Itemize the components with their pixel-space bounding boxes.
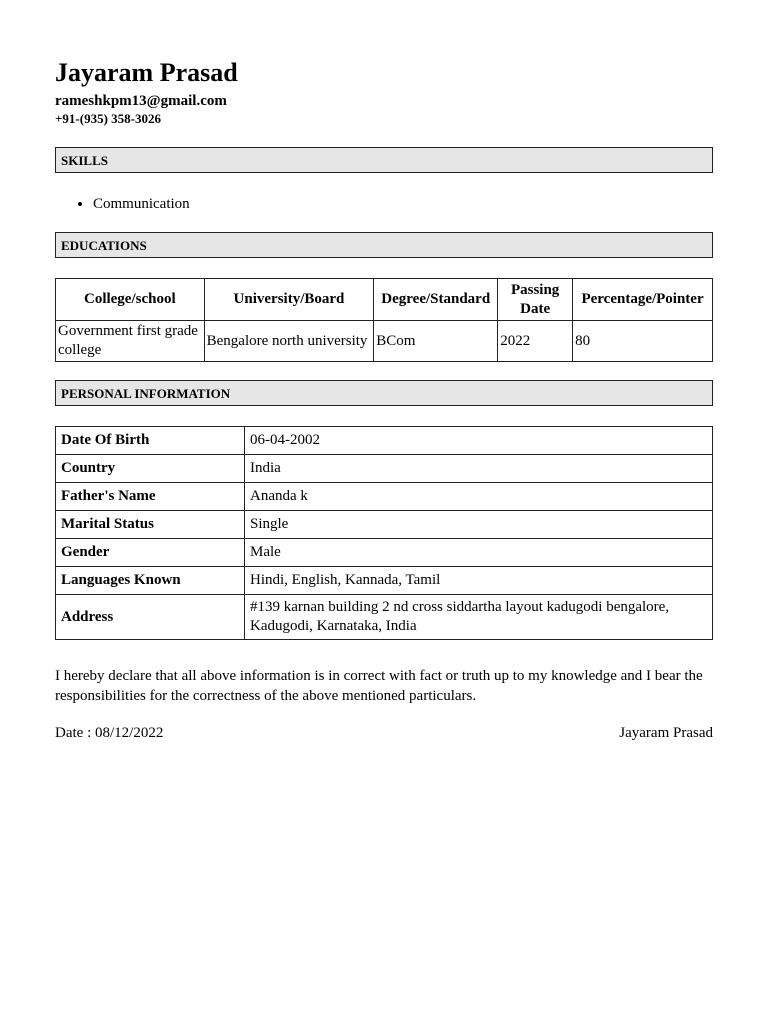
table-row bbox=[56, 539, 713, 567]
field-label: Father's Name bbox=[56, 483, 245, 511]
declaration-text: I hereby declare that all above information is in correct with fact or truth up to my knowledge and I bear the responsibilities for the correctness of the above mentioned particulars. bbox=[55, 668, 703, 704]
skills-list bbox=[81, 194, 190, 214]
education-section-header: EDUCATIONS bbox=[55, 232, 713, 258]
column-header: Passing Date bbox=[498, 279, 573, 321]
table-cell: BCom bbox=[374, 321, 498, 362]
field-label: Marital Status bbox=[56, 511, 245, 539]
field-value: Ananda k bbox=[245, 483, 713, 511]
field-label: Gender bbox=[56, 539, 245, 567]
field-value: Male bbox=[245, 539, 713, 567]
field-value: #139 karnan building 2 nd cross siddartha layout kadugodi bengalore, Kadugodi, Karnataka, India bbox=[245, 595, 713, 640]
table-row bbox=[56, 455, 713, 483]
column-header: Percentage/Pointer bbox=[573, 279, 713, 321]
table-cell: 2022 bbox=[498, 321, 573, 362]
column-header: College/school bbox=[56, 279, 205, 321]
field-value: 06-04-2002 bbox=[245, 427, 713, 455]
signature-name: Jayaram Prasad bbox=[619, 725, 713, 741]
table-row bbox=[56, 321, 713, 362]
field-value: Hindi, English, Kannada, Tamil bbox=[245, 567, 713, 595]
skill-item: • Communication bbox=[93, 194, 190, 214]
declaration-date: Date : 08/12/2022 bbox=[55, 725, 164, 741]
field-value: Single bbox=[245, 511, 713, 539]
table-row bbox=[56, 483, 713, 511]
phone-number: +91-(935) 358-3026 bbox=[55, 111, 161, 126]
table-row bbox=[56, 595, 713, 640]
personal-section-header: PERSONAL INFORMATION bbox=[55, 380, 713, 406]
skills-section-header: SKILLS bbox=[55, 147, 713, 173]
table-row bbox=[56, 427, 713, 455]
table-row bbox=[56, 511, 713, 539]
table-cell: Government first grade college bbox=[56, 321, 205, 362]
email-address: rameshkpm13@gmail.com bbox=[55, 93, 227, 109]
education-table bbox=[55, 278, 713, 362]
personal-info-table bbox=[55, 426, 713, 640]
table-row bbox=[56, 567, 713, 595]
field-label: Address bbox=[56, 595, 245, 640]
table-cell: 80 bbox=[573, 321, 713, 362]
candidate-name: Jayaram Prasad bbox=[55, 58, 238, 87]
column-header: University/Board bbox=[204, 279, 374, 321]
field-label: Languages Known bbox=[56, 567, 245, 595]
field-value: India bbox=[245, 455, 713, 483]
education-header-row bbox=[56, 279, 713, 321]
table-cell: Bengalore north university bbox=[204, 321, 374, 362]
field-label: Date Of Birth bbox=[56, 427, 245, 455]
column-header: Degree/Standard bbox=[374, 279, 498, 321]
field-label: Country bbox=[56, 455, 245, 483]
